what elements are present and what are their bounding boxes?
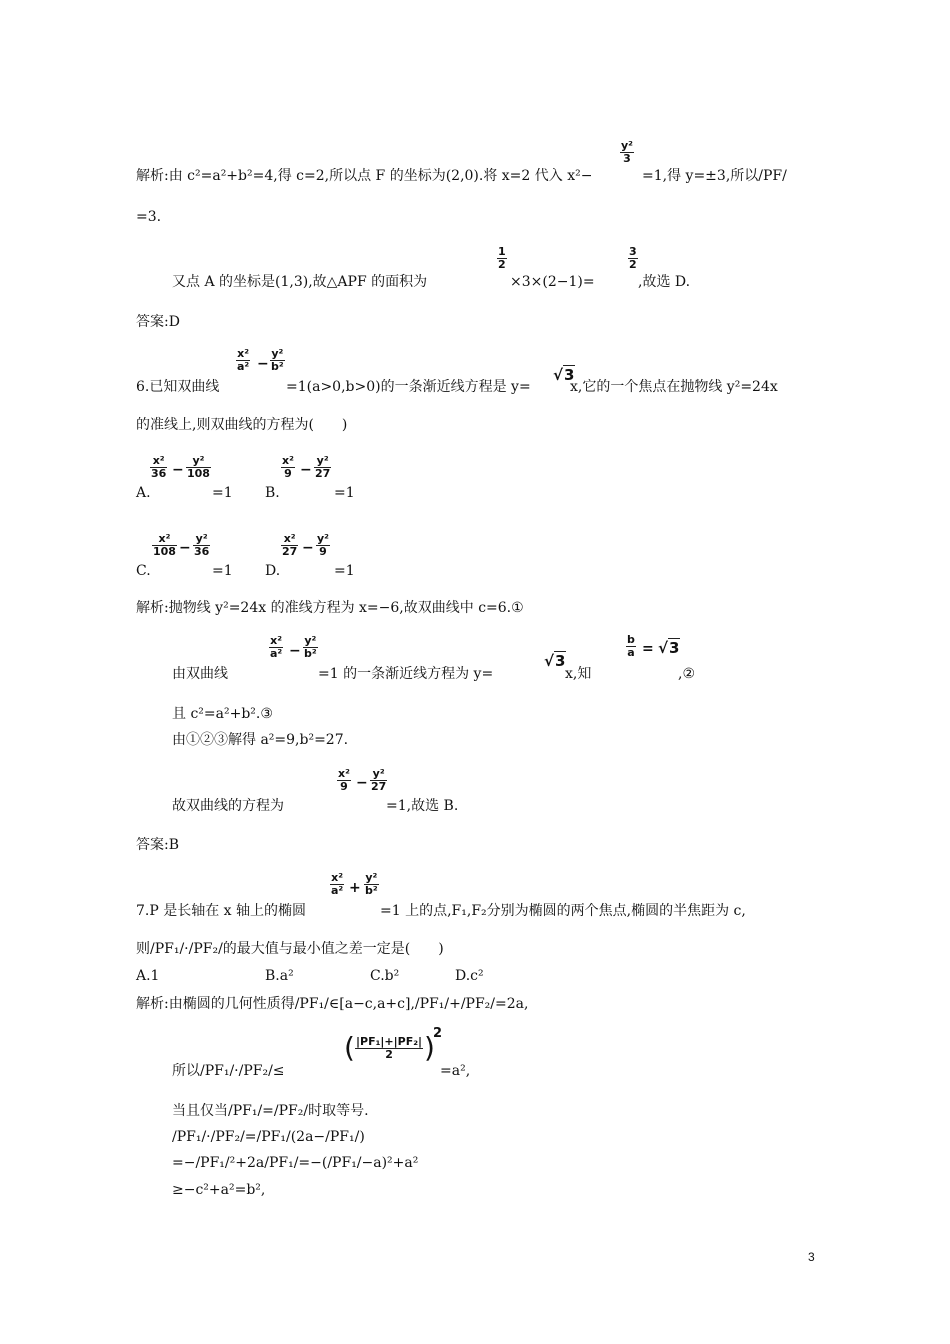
minus-sign: − — [257, 356, 269, 372]
equals-one: =1 — [334, 563, 355, 579]
solution-6-line-5b: =1,故选 B. — [386, 798, 459, 814]
exponent-2: 2 — [433, 1026, 443, 1041]
solution-line-1: 解析:由 c²=a²+b²=4,得 c=2,所以点 F 的坐标为(2,0).将 x=2 代入 x²− — [136, 168, 593, 184]
solution-6-line-2a: 由双曲线 — [172, 666, 228, 682]
triangle-area-text: 又点 A 的坐标是(1,3),故△APF 的面积为 — [172, 274, 428, 290]
solution-7-line-2a: 所以/PF₁/·/PF₂/≤ — [172, 1063, 285, 1079]
q7-option-b: B.a² — [265, 968, 294, 984]
option-d-label: D. — [265, 563, 281, 579]
solution-line-1-cont: =1,得 y=±3,所以/PF/ — [642, 168, 787, 184]
solution-6-line-2d: ,② — [678, 666, 696, 682]
fraction-b-over-a: $\frac{b}{a}$ — [627, 633, 635, 659]
option-c-label: C. — [136, 563, 151, 579]
fraction-1-over-2: $\frac{1}{2}$ — [498, 245, 506, 271]
question-7-intro: 7.P 是长轴在 x 轴上的椭圆 — [136, 903, 307, 919]
option-d-frac-y: $\frac{\text{y²}}{9}$ — [317, 532, 329, 558]
sqrt-3-symbol: √3 — [658, 639, 680, 657]
question-6-condition: =1(a>0,b>0)的一条渐近线方程是 y= — [286, 379, 531, 395]
fraction-3-over-2: $\frac{3}{2}$ — [629, 245, 637, 271]
option-c-frac-x: $\frac{\text{x²}}{108}$ — [153, 532, 176, 558]
q7-option-c: C.b² — [370, 968, 400, 984]
minus-sign: − — [302, 540, 314, 556]
solution-line-2: =3. — [136, 209, 162, 225]
minus-sign: − — [289, 643, 301, 659]
choose-d-text: ,故选 D. — [638, 274, 691, 290]
equals-one: =1 — [212, 485, 233, 501]
answer-b: 答案:B — [136, 837, 180, 853]
option-d-frac-x: $\frac{\text{x²}}{27}$ — [282, 532, 298, 558]
q7-option-d: D.c² — [455, 968, 484, 984]
option-a-frac-x: $\frac{\text{x²}}{36}$ — [151, 454, 167, 480]
option-b-frac-x: $\frac{\text{x²}}{9}$ — [282, 454, 294, 480]
solution-6-line-2c: x,知 — [565, 666, 592, 682]
option-a-label: A. — [136, 485, 151, 501]
sqrt-3-symbol: √3 — [544, 652, 566, 670]
fraction-x2-9: $\frac{\text{x²}}{9}$ — [338, 767, 350, 793]
fraction-x2-a2: $\frac{\text{x²}}{\text{a²}}$ — [270, 634, 283, 660]
solution-7-line-1: 解析:由椭圆的几何性质得/PF₁/∈[a−c,a+c],/PF₁/+/PF₂/=2a, — [136, 996, 529, 1012]
page-number: 3 — [808, 1250, 815, 1264]
plus-sign: + — [349, 880, 361, 896]
question-7-prompt: 则/PF₁/·/PF₂/的最大值与最小值之差一定是( ) — [136, 941, 444, 957]
solution-7-line-4: /PF₁/·/PF₂/=/PF₁/(2a−/PF₁/) — [172, 1129, 365, 1145]
left-paren: ( — [344, 1031, 355, 1064]
fraction-y2-b2: $\frac{\text{y²}}{\text{b²}}$ — [271, 347, 284, 373]
question-7-body: =1 上的点,F₁,F₂分别为椭圆的两个焦点,椭圆的半焦距为 c, — [380, 903, 746, 919]
equals-one: =1 — [334, 485, 355, 501]
option-c-frac-y: $\frac{\text{y²}}{36}$ — [194, 532, 210, 558]
equals-one: =1 — [212, 563, 233, 579]
solution-6-line-2b: =1 的一条渐近线方程为 y= — [318, 666, 494, 682]
solution-7-line-3: 当且仅当/PF₁/=/PF₂/时取等号. — [172, 1103, 369, 1119]
option-b-frac-y: $\frac{\text{y²}}{27}$ — [315, 454, 331, 480]
equals-sign: = — [642, 641, 654, 657]
minus-sign: − — [179, 540, 191, 556]
solution-7-line-6: ≥−c²+a²=b², — [172, 1182, 266, 1198]
solution-6-line-3: 且 c²=a²+b².③ — [172, 706, 273, 722]
minus-sign: − — [356, 775, 368, 791]
answer-d: 答案:D — [136, 314, 180, 330]
solution-6-line-1: 解析:抛物线 y²=24x 的准线方程为 x=−6,故双曲线中 c=6.① — [136, 600, 524, 616]
right-paren: ) — [424, 1031, 435, 1064]
option-a-frac-y: $\frac{\text{y²}}{108}$ — [187, 454, 210, 480]
fraction-y2-over-3: $\frac{\text{y²}}{3}$ — [621, 139, 633, 165]
solution-7-line-2b: =a², — [440, 1063, 471, 1079]
question-6-intro: 6.已知双曲线 — [136, 379, 220, 395]
q7-option-a: A.1 — [136, 968, 160, 984]
fraction-y2-b2: $\frac{\text{y²}}{\text{b²}}$ — [304, 634, 317, 660]
solution-7-line-5: =−/PF₁/²+2a/PF₁/=−(/PF₁/−a)²+a² — [172, 1155, 419, 1171]
fraction-x2-a2: $\frac{\text{x²}}{\text{a²}}$ — [237, 347, 250, 373]
question-6-focus: x,它的一个焦点在抛物线 y²=24x — [570, 379, 778, 395]
solution-6-line-4: 由①②③解得 a²=9,b²=27. — [172, 732, 349, 748]
option-b-label: B. — [265, 485, 280, 501]
fraction-y2-27: $\frac{\text{y²}}{27}$ — [371, 767, 387, 793]
question-6-prompt: 的准线上,则双曲线的方程为( ) — [136, 417, 348, 433]
area-computation: ×3×(2−1)= — [510, 274, 595, 290]
fraction-y2-b2: $\frac{\text{y²}}{\text{b²}}$ — [365, 871, 378, 897]
minus-sign: − — [172, 462, 184, 478]
sqrt-3-symbol: √3 — [553, 366, 575, 384]
fraction-pf-sum-over-2: $\frac{\text{|PF₁|+|PF₂|}}{2}$ — [356, 1035, 423, 1061]
minus-sign: − — [300, 462, 312, 478]
fraction-x2-a2: $\frac{\text{x²}}{\text{a²}}$ — [331, 871, 344, 897]
solution-6-line-5a: 故双曲线的方程为 — [172, 798, 284, 814]
